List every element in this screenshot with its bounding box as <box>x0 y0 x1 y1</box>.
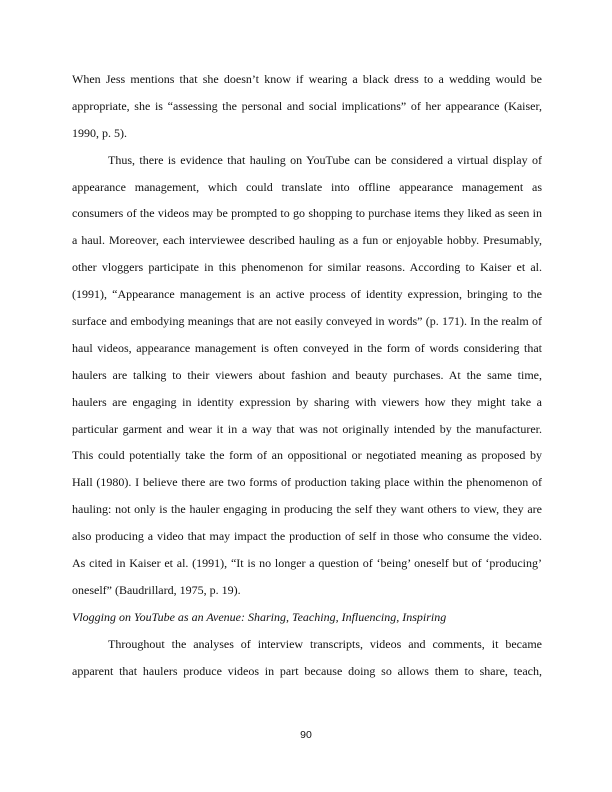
text-line: other vloggers participate in this phenomenon for similar reasons. According to Kaiser et al. <box>72 260 542 275</box>
text-line: also producing a video that may impact the production of self in those who consume the video. <box>72 529 542 544</box>
text-line: particular garment and wear it in a way that was not originally intended by the manufacturer. <box>72 421 542 436</box>
section-heading: Vlogging on YouTube as an Avenue: Sharing, Teaching, Influencing, Inspiring <box>72 609 447 624</box>
text-line: a haul. Moreover, each interviewee described hauling as a fun or enjoyable hobby. Presumably, <box>72 233 542 248</box>
text-line: apparent that haulers produce videos in part because doing so allows them to share, teach, <box>72 663 542 678</box>
paragraph-first-line: Throughout the analyses of interview transcripts, videos and comments, it became <box>108 636 542 651</box>
text-line: surface and embodying meanings that are not easily conveyed in words” (p. 171). In the realm of <box>72 314 542 329</box>
page-number: 90 <box>300 729 312 741</box>
text-line: appropriate, she is “assessing the personal and social implications” of her appearance (Kaiser, <box>72 98 542 113</box>
text-line: This could potentially take the form of an oppositional or negotiated meaning as proposed by <box>72 448 542 463</box>
text-line: Hall (1980). I believe there are two forms of production taking place within the phenomenon of <box>72 475 542 490</box>
text-line: appearance management, which could translate into offline appearance management as <box>72 179 542 194</box>
text-line: hauling: not only is the hauler engaging in producing the self they want others to view, they are <box>72 502 542 517</box>
text-line: As cited in Kaiser et al. (1991), “It is no longer a question of ‘being’ oneself but of ‘producing’ <box>72 556 542 571</box>
text-line: haulers are engaging in identity expression by sharing with viewers how they might take a <box>72 394 542 409</box>
paragraph-first-line: Thus, there is evidence that hauling on YouTube can be considered a virtual display of <box>108 152 542 167</box>
text-line: When Jess mentions that she doesn’t know if wearing a black dress to a wedding would be <box>72 72 542 86</box>
text-line: haulers are talking to their viewers about fashion and beauty purchases. At the same time, <box>72 367 542 382</box>
body-text <box>72 66 542 684</box>
text-line: consumers of the videos may be prompted to go shopping to purchase items they liked as seen in <box>72 206 542 221</box>
text-line: oneself” (Baudrillard, 1975, p. 19). <box>72 582 241 597</box>
text-line: (1991), “Appearance management is an active process of identity expression, bringing to the <box>72 287 542 302</box>
text-line: 1990, p. 5). <box>72 125 127 140</box>
text-line: haul videos, appearance management is often conveyed in the form of words considering that <box>72 340 542 355</box>
